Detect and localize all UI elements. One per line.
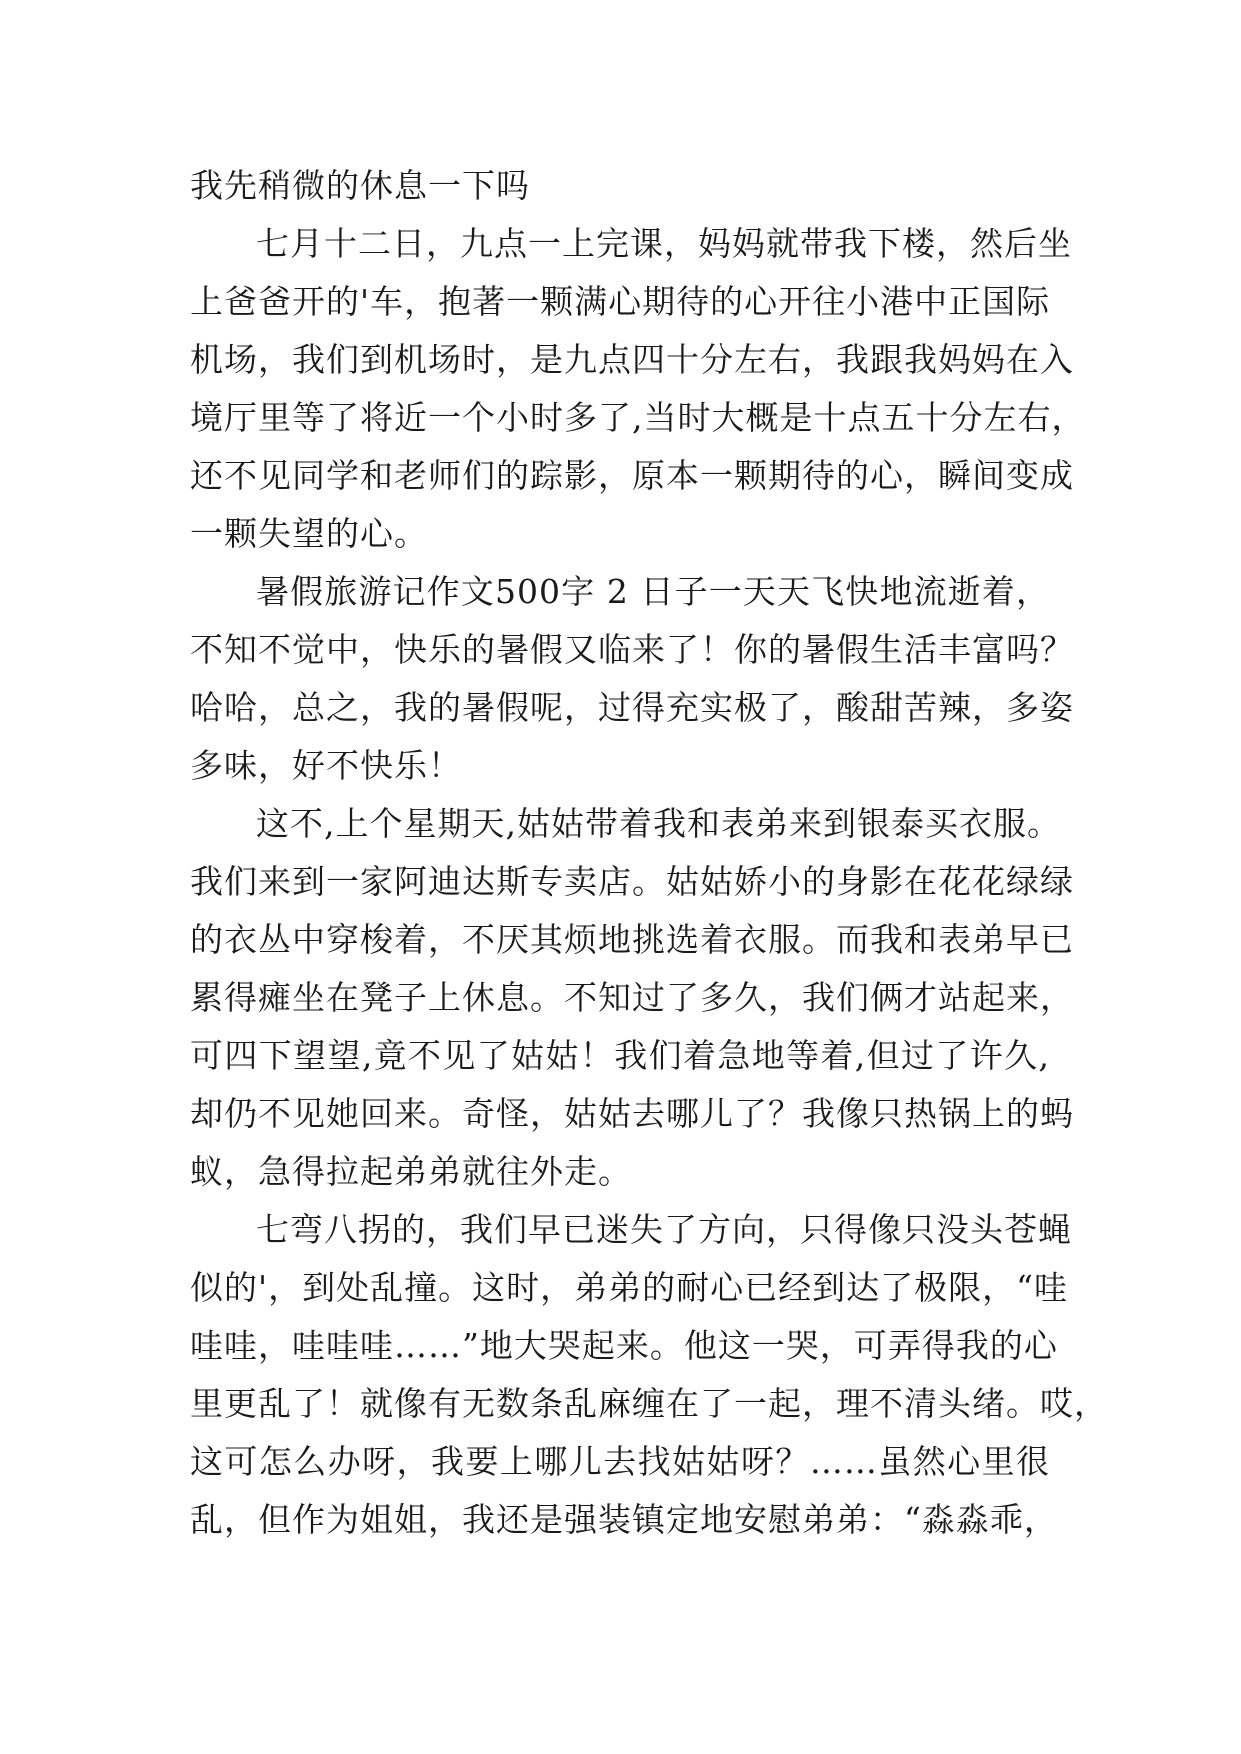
text-line: 一颗失望的心。 xyxy=(190,514,428,553)
text-line: 蚁，急得拉起弟弟就往外走。 xyxy=(190,1152,632,1191)
text-line: 的衣丛中穿梭着，不厌其烦地挑选着衣服。而我和表弟早已 xyxy=(190,920,1074,959)
text-line: 七月十二日，九点一上完课，妈妈就带我下楼，然后坐 xyxy=(256,224,1072,263)
text-line: 我先稍微的休息一下吗 xyxy=(190,166,530,205)
text-line: 七弯八拐的，我们早已迷失了方向，只得像只没头苍蝇 xyxy=(256,1210,1072,1249)
text-line: 这不,上个星期天,姑姑带着我和表弟来到银泰买衣服。 xyxy=(256,804,1061,843)
text-line: 却仍不见她回来。奇怪，姑姑去哪儿了？我像只热锅上的蚂 xyxy=(190,1094,1074,1133)
document-body xyxy=(190,157,1108,1549)
text-line: 里更乱了！就像有无数条乱麻缠在了一起，理不清头绪。哎， xyxy=(190,1384,1108,1423)
text-line: 乱，但作为姐姐，我还是强装镇定地安慰弟弟：“淼淼乖， xyxy=(190,1500,1058,1539)
text-line: 哇哇，哇哇哇……”地大哭起来。他这一哭，可弄得我的心 xyxy=(190,1326,1058,1365)
text-line: 还不见同学和老师们的踪影，原本一颗期待的心，瞬间变成 xyxy=(190,456,1074,495)
text-line: 不知不觉中，快乐的暑假又临来了！你的暑假生活丰富吗？ xyxy=(190,630,1074,669)
text-line: 暑假旅游记作文500字 2 日子一天天飞快地流逝着， xyxy=(256,572,1050,611)
paragraph xyxy=(190,795,1074,1201)
paragraph xyxy=(190,563,1074,795)
paragraph xyxy=(190,1201,1108,1549)
text-line: 似的'，到处乱撞。这时，弟弟的耐心已经到达了极限，“哇 xyxy=(190,1268,1068,1307)
paragraph xyxy=(190,215,1086,563)
text-line: 可四下望望,竟不见了姑姑！我们着急地等着,但过了许久, xyxy=(190,1036,1050,1075)
text-line: 哈哈，总之，我的暑假呢，过得充实极了，酸甜苦辣，多姿 xyxy=(190,688,1074,727)
text-line: 这可怎么办呀，我要上哪儿去找姑姑呀？……虽然心里很 xyxy=(190,1442,1050,1481)
text-line: 多味，好不快乐！ xyxy=(190,746,462,785)
text-line: 上爸爸开的'车，抱著一颗满心期待的心开往小港中正国际 xyxy=(190,282,1051,321)
paragraph xyxy=(190,157,1050,215)
text-line: 我们来到一家阿迪达斯专卖店。姑姑娇小的身影在花花绿绿 xyxy=(190,862,1074,901)
text-line: 机场，我们到机场时，是九点四十分左右，我跟我妈妈在入 xyxy=(190,340,1074,379)
text-line: 境厅里等了将近一个小时多了,当时大概是十点五十分左右， xyxy=(190,398,1086,437)
text-line: 累得瘫坐在凳子上休息。不知过了多久，我们俩才站起来， xyxy=(190,978,1074,1017)
